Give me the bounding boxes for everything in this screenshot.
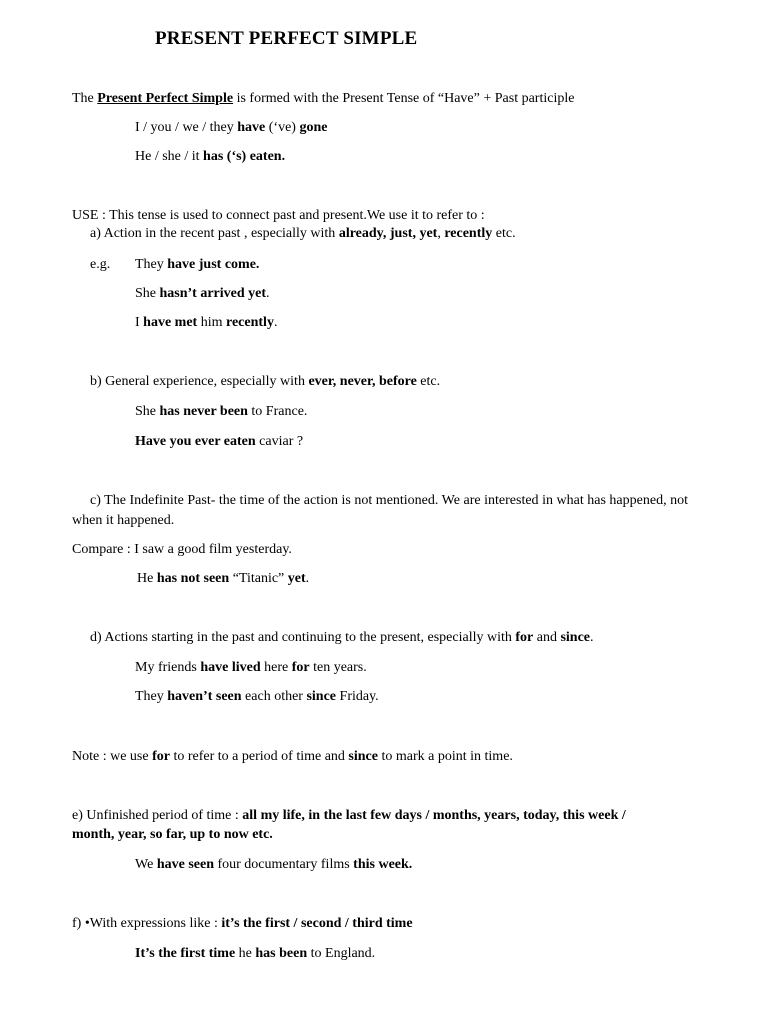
example-keyword: have just come. [167,257,260,272]
use-d-and: and [533,630,561,645]
use-d-line [90,629,594,647]
intro-line [72,90,574,108]
use-f-line [72,915,413,933]
note-line [72,748,513,766]
example-text: We [135,857,157,872]
example-keyword: have lived [200,660,261,675]
use-d-keyword-for: for [515,630,534,645]
use-e-text: e) Unfinished period of time : [72,808,243,823]
example-keyword: has been [255,946,308,961]
use-d-keyword-since: since [560,630,591,645]
use-a-keyword-recently: recently [444,226,493,241]
example-keyword: Have you ever eaten [135,434,256,449]
use-a-keywords: already, just, yet [338,226,438,241]
use-f-keywords: it’s the first / second / third time [221,916,413,931]
use-heading: USE : This tense is used to connect past and present.We use it to refer to : [72,208,485,223]
example-keyword: this week. [353,857,413,872]
note-keyword: for [152,749,170,764]
example-keyword: have seen [156,857,214,872]
example-text: . [273,315,278,330]
example-text: he [235,946,256,961]
use-a-line [90,225,516,243]
use-b-example-2 [135,433,303,451]
use-a-example-3 [135,314,277,332]
example-text: They [135,257,168,272]
eg-label: e.g. [90,257,111,272]
example-text: Friday. [336,689,379,704]
page-title: PRESENT PERFECT SIMPLE [155,28,418,49]
use-c-text: c) The Indefinite Past- the time of the action is not mentioned. We are interested in what has happened, not when it happened. [72,493,688,528]
example-text: ten years. [309,660,367,675]
example-text: here [260,660,292,675]
note-text: to refer to a period of time and [169,749,349,764]
use-c-example-1 [137,570,309,588]
use-a-comma: , [437,226,445,241]
example-keyword: since [306,689,337,704]
example-keyword: for [291,660,310,675]
example-text: He / she / it [135,149,204,164]
example-text: They [135,689,168,704]
example-text: My friends [135,660,201,675]
use-c-compare: Compare : I saw a good film yesterday. [72,542,292,557]
intro-example-2 [135,148,285,166]
example-text: to France. [247,404,308,419]
example-text: “Titanic” [229,571,288,586]
use-b-text: b) General experience, especially with [90,374,309,389]
example-keyword: yet [287,571,306,586]
example-keyword: have [237,120,266,135]
example-text: . [305,571,310,586]
note-text: Note : we use [72,749,153,764]
use-e-line-1 [72,807,626,825]
intro-rest: is formed with the Present Tense of “Have” + Past participle [236,91,575,106]
use-a-text: a) Action in the recent past , especially with [90,226,339,241]
intro-the: The [72,91,94,106]
use-a-etc: etc. [492,226,516,241]
use-b-line [90,373,440,391]
intro-term: Present Perfect Simple [97,91,234,106]
example-text: each other [241,689,307,704]
example-text: caviar ? [255,434,304,449]
use-e-keywords: all my life, in the last few days / months, years, today, this week / [242,808,626,823]
example-text: She [135,286,160,301]
example-text: She [135,404,160,419]
example-text: (‘ve) [265,120,300,135]
example-text: to England. [307,946,376,961]
example-keyword: have met [143,315,198,330]
use-e-example-1 [135,856,412,874]
example-keyword: has not seen [156,571,230,586]
use-d-end: . [590,630,594,645]
example-text: . [266,286,270,301]
example-keyword: haven’t seen [167,689,242,704]
example-keyword: It’s the first time [135,946,236,961]
example-keyword: gone [299,120,328,135]
use-b-keywords: ever, never, before [308,374,417,389]
example-keyword: has (‘s) eaten. [203,149,286,164]
example-text: I / you / we / they [135,120,238,135]
example-text: four documentary films [213,857,354,872]
use-a-example-2 [135,285,270,303]
example-keyword: hasn’t arrived yet [159,286,267,301]
use-b-etc: etc. [416,374,441,389]
intro-example-1 [135,119,327,137]
note-keyword: since [348,749,378,764]
use-c-paragraph [72,491,688,531]
example-keyword: recently [226,315,274,330]
example-keyword: has never been [159,404,248,419]
use-f-example-1 [135,945,375,963]
example-text: I [135,315,144,330]
example-text: He [137,571,157,586]
example-text: him [197,315,226,330]
use-e-line-2: month, year, so far, up to now etc. [72,827,273,842]
use-d-example-2 [135,688,379,706]
use-d-text: d) Actions starting in the past and continuing to the present, especially with [90,630,516,645]
use-b-example-1 [135,403,307,421]
use-f-text: f) •With expressions like : [72,916,222,931]
note-text: to mark a point in time. [377,749,513,764]
use-a-example-1 [135,256,259,274]
use-d-example-1 [135,659,367,677]
